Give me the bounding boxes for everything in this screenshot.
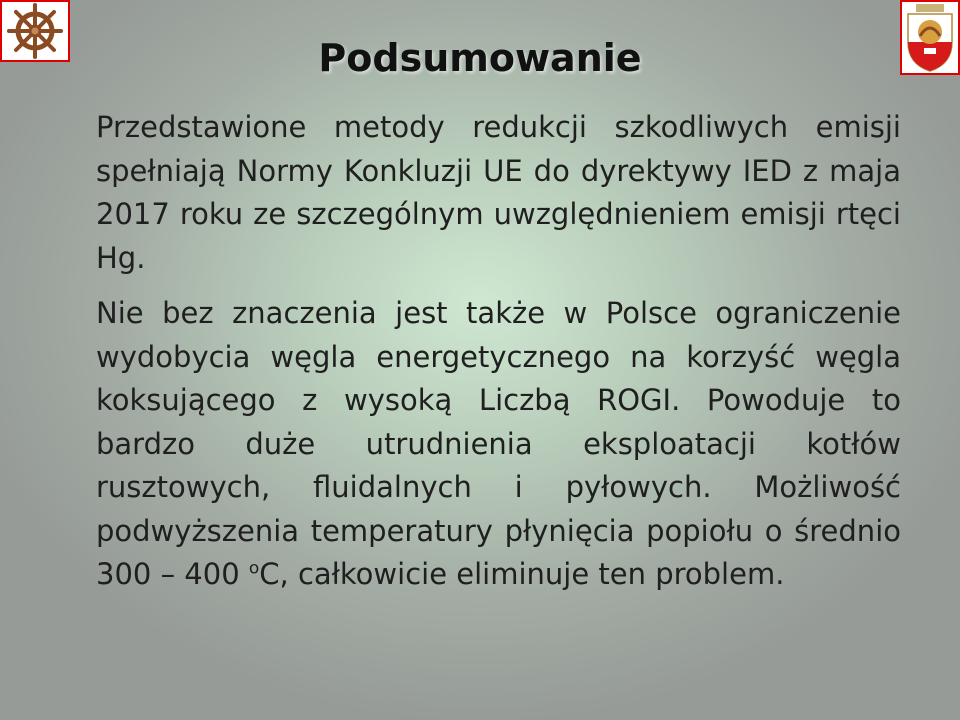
slide-body xyxy=(96,106,901,609)
paragraph-coal-ending: całkowicie eliminuje ten problem. xyxy=(297,557,785,591)
slide-title: Podsumowanie xyxy=(318,36,642,80)
paragraph-emission-norms: Przedstawione metody redukcji szkodliwych emisji spełniają Normy Konkluzji UE do dyrektywy IED z maja 2017 roku ze szczególnym uwzględnieniem emisji rtęci Hg. xyxy=(96,110,901,275)
paragraph-coal-mining xyxy=(96,292,901,597)
paragraph-coal-text: Nie bez znaczenia jest także w Polsce ograniczenie wydobycia węgla energetycznego na korzyść węgla koksującego z wysoką Liczbą ROGI. Powoduje to bardzo duże utrudnienia eksploatacji kotłów rusztowych, fluidalnych i pyłowych. Możliwość podwyższenia temperatury płynięcia popiołu o średnio 300 – 400 xyxy=(96,296,901,591)
degree-superscript: o xyxy=(248,558,260,579)
celsius-unit: C, xyxy=(259,557,289,591)
